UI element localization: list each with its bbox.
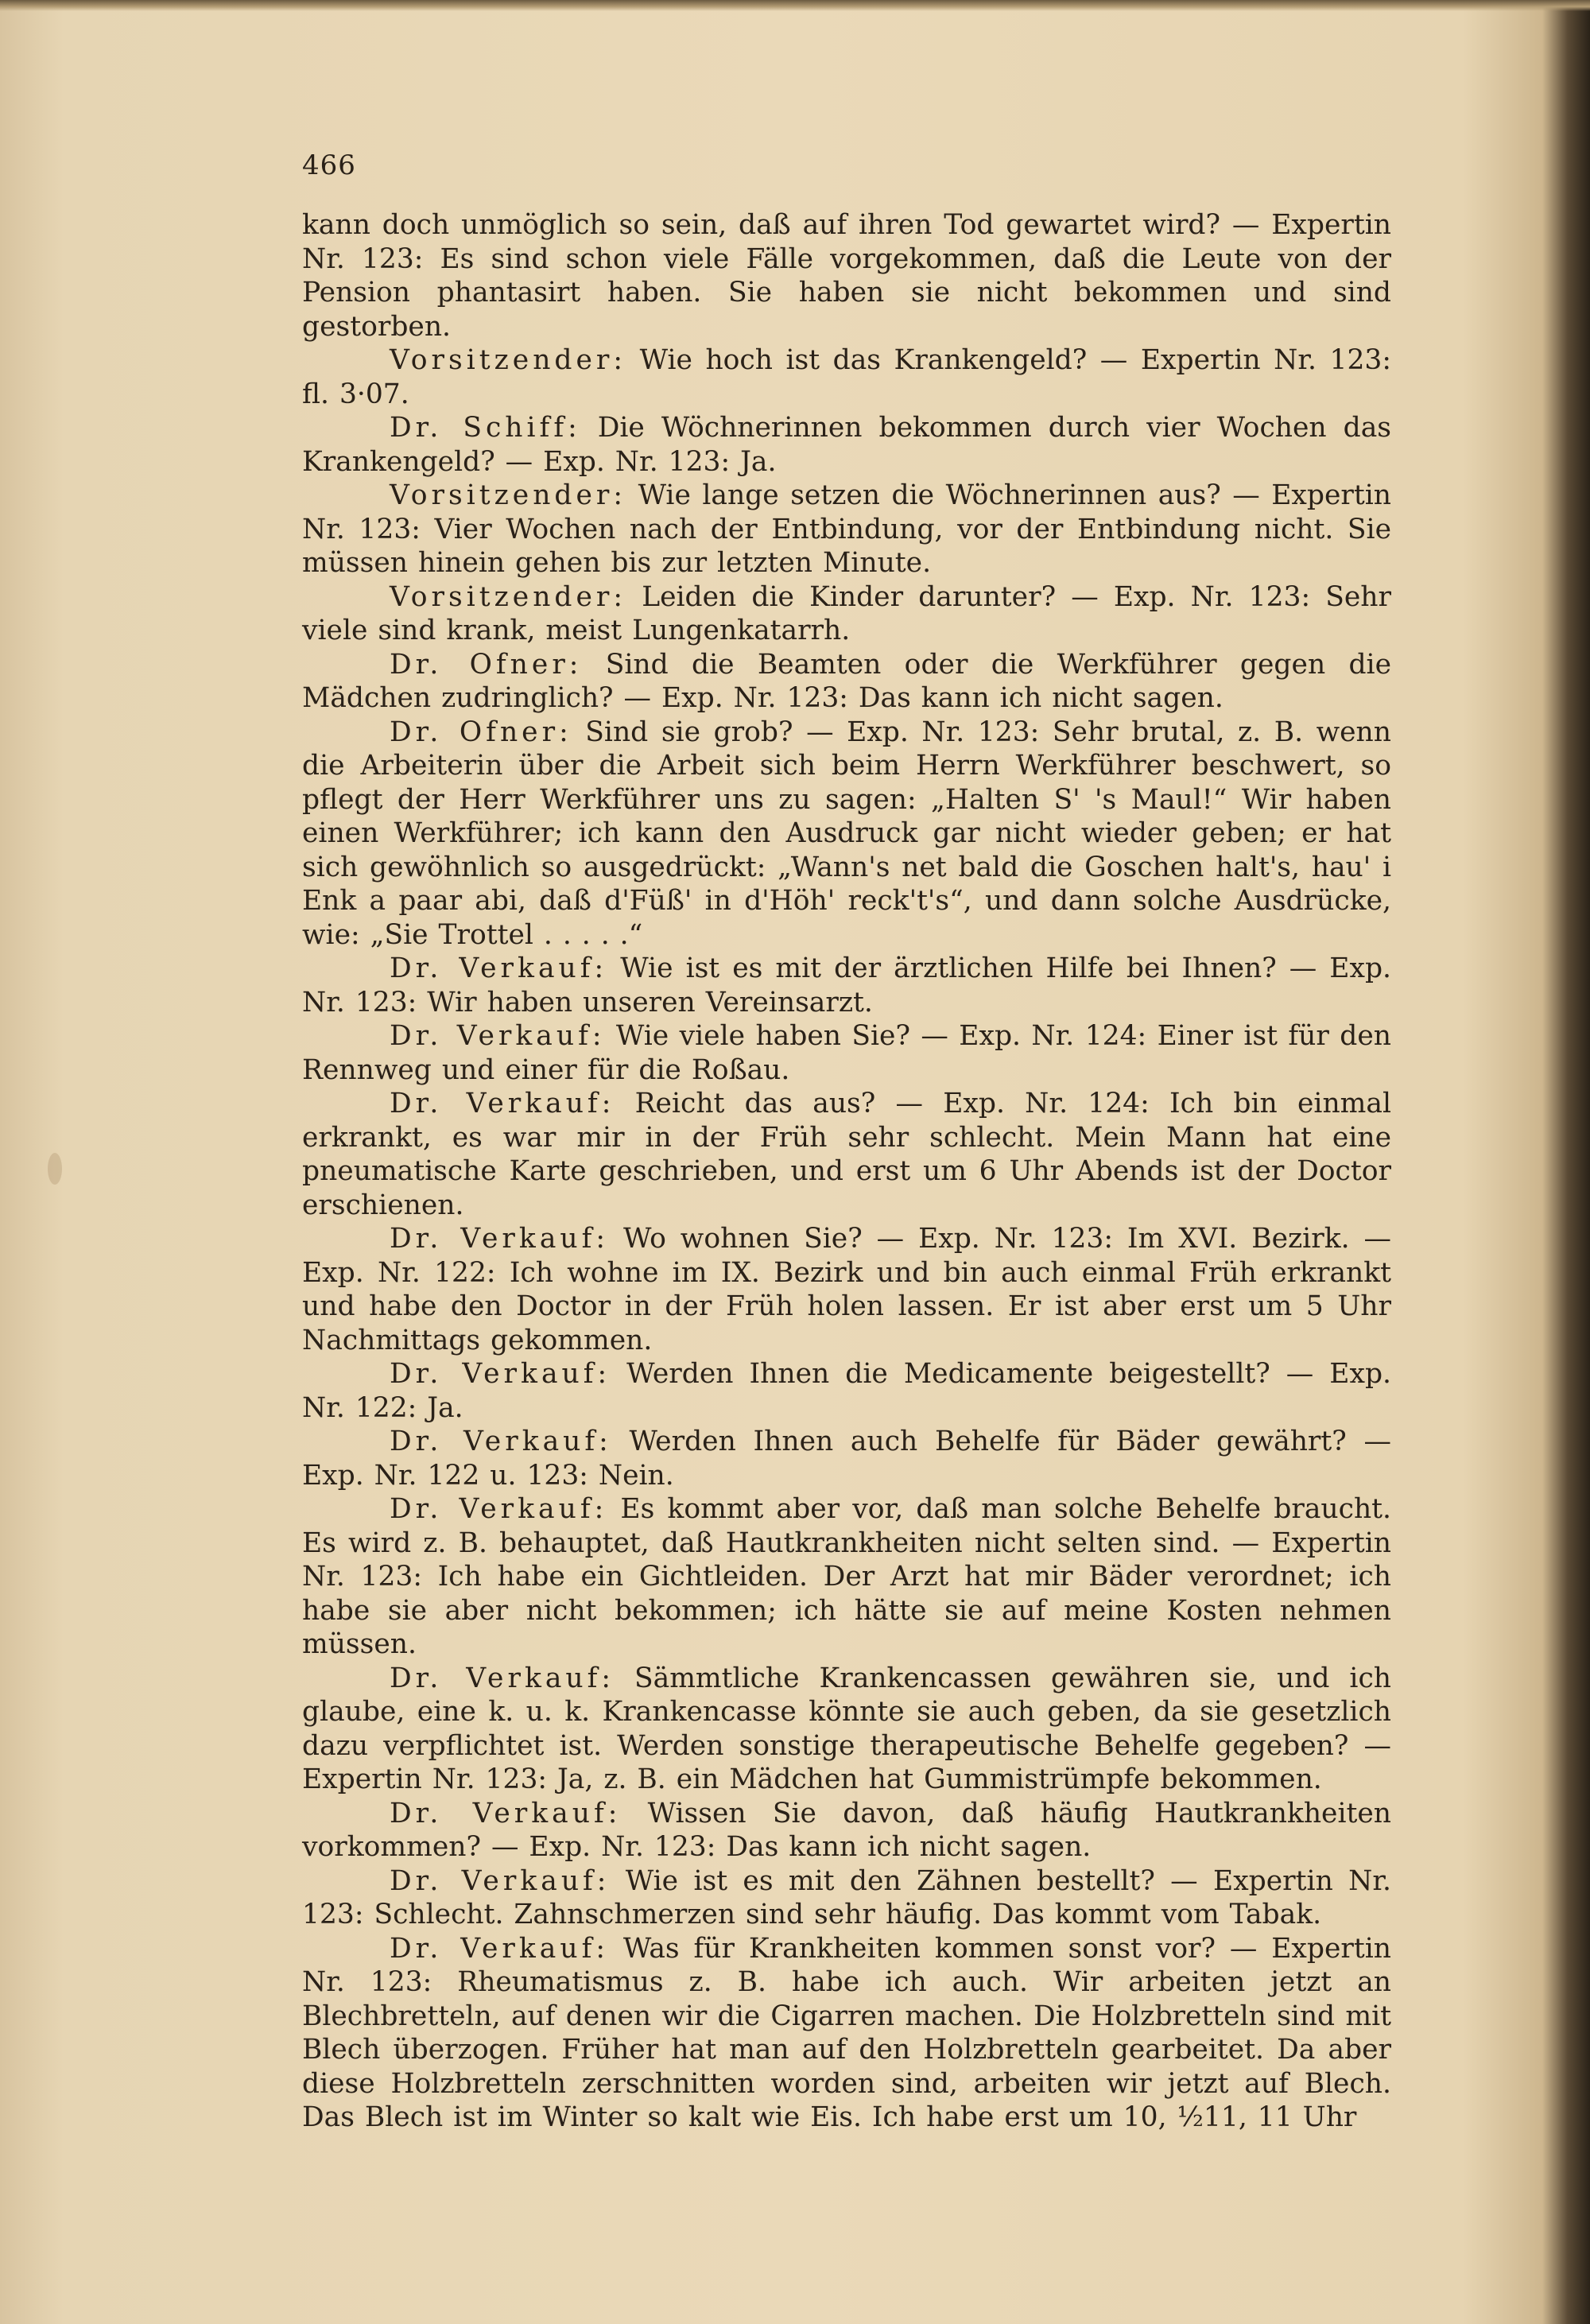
speaker-name: Dr. Ofner: [390,716,572,748]
paragraph [302,1425,1391,1492]
paragraph-text: Es kommt aber vor, daß man solche Behelfe braucht. Es wird z. B. behauptet, daß Hautkrankheiten nicht selten sind. — Expertin Nr. 123: Ich habe ein Gichtleiden. Der Arzt hat mir Bäder verordnet; ich habe sie aber nicht bekommen; ich hätte sie auf meine Kosten nehmen müssen. [302,1493,1391,1660]
paragraph-text: Leiden die Kinder darunter? — Exp. Nr. 123: Sehr viele sind krank, meist Lungenkatarrh. [302,580,1392,646]
paragraph [302,411,1391,479]
paragraph [302,1797,1391,1864]
speaker-name: Dr. Verkauf: [390,1088,615,1119]
speaker-name: Dr. Verkauf: [390,952,608,984]
paragraph [302,1087,1391,1222]
paragraph [302,1492,1391,1662]
paragraph-text: Wie ist es mit der ärztlichen Hilfe bei Ihnen? — Exp. Nr. 123: Wir haben unseren Vereinsarzt. [302,952,1392,1018]
paragraph-text: Wie lange setzen die Wöchnerinnen aus? — Expertin Nr. 123: Vier Wochen nach der Entbindung, vor der Entbindung nicht. Sie müssen hinein gehen bis zur letzten Minute. [302,479,1392,579]
paragraph-text: Wie hoch ist das Krankengeld? — Expertin Nr. 123: fl. 3·07. [302,344,1392,410]
speaker-name: Dr. Verkauf: [390,1797,622,1829]
paragraph-text: Wie viele haben Sie? — Exp. Nr. 124: Einer ist für den Rennweg und einer für die Roßau. [302,1020,1391,1086]
speaker-name: Dr. Verkauf: [390,1493,608,1525]
paragraph [302,1932,1391,2135]
speaker-name: Vorsitzender: [390,580,627,613]
page-number: 466 [302,149,356,181]
text-block [302,208,1391,2135]
paragraph [302,580,1391,648]
speaker-name: Dr. Schiff: [390,412,581,444]
paragraph [302,479,1391,580]
speaker-name: Dr. Verkauf: [390,1426,612,1457]
paragraph [302,1662,1391,1797]
speaker-name: Dr. Verkauf: [390,1932,609,1965]
paragraph-text: Sind die Beamten oder die Werkführer gegen die Mädchen zudringlich? — Exp. Nr. 123: Das kann ich nicht sagen. [302,648,1391,714]
paragraph [302,1357,1391,1425]
speaker-name: Dr. Ofner: [390,648,583,681]
paragraph [302,952,1391,1019]
paper-stain [48,1153,62,1185]
speaker-name: Dr. Verkauf: [390,1864,611,1897]
paragraph [302,716,1391,952]
paragraph [302,1864,1391,1932]
paragraph-text: Werden Ihnen die Medicamente beigestellt? — Exp. Nr. 122: Ja. [302,1358,1391,1424]
paragraph [302,208,1391,343]
paragraph-text: kann doch unmöglich so sein, daß auf ihren Tod gewartet wird? — Expertin Nr. 123: Es sind schon viele Fälle vorgekommen, daß die Leute von der Pension phantasirt haben. Sie haben sie nicht bekommen und sind gestorben. [302,209,1391,343]
speaker-name: Dr. Verkauf: [390,1020,606,1052]
paragraph-text: Was für Krankheiten kommen sonst vor? — Expertin Nr. 123: Rheumatismus z. B. habe ich auch. Wir arbeiten jetzt an Blechbretteln, auf denen wir die Cigarren machen. Die Holzbretteln sind mit Blech überzogen. Früher hat man auf den Holzbretteln gearbeitet. Da aber diese Holzbretteln zerschnitten worden sind, arbeiten wir jetzt auf Blech. Das Blech ist im Winter so kalt wie Eis. Ich habe erst um 10, ½11, 11 Uhr [302,1932,1391,2133]
paragraph [302,1019,1391,1087]
paragraph [302,1222,1391,1357]
speaker-name: Vorsitzender: [390,344,627,376]
speaker-name: Dr. Verkauf: [390,1223,610,1255]
paragraph-text: Wie ist es mit den Zähnen bestellt? — Expertin Nr. 123: Schlecht. Zahnschmerzen sind sehr häufig. Das kommt vom Tabak. [302,1864,1392,1930]
paragraph-text: Sind sie grob? — Exp. Nr. 123: Sehr brutal, z. B. wenn die Arbeiterin über die Arbeit sich beim Herrn Werkführer beschwert, so pflegt der Herr Werkführer uns zu sagen: „Halten S' 's Maul!“ Wir haben einen Werkführer; ich kann den Ausdruck gar nicht wieder geben; er hat sich gewöhnlich so ausgedrückt: „Wann's net bald die Goschen halt's, hau' i Enk a paar abi, daß d'Füß' in d'Höh' reck't's“, und dann solche Ausdrücke, wie: „Sie Trottel . . . . .“ [302,716,1391,951]
paragraph [302,343,1391,411]
paragraph-text: Die Wöchnerinnen bekommen durch vier Wochen das Krankengeld? — Exp. Nr. 123: Ja. [302,412,1391,478]
paragraph [302,648,1391,716]
paragraph-text: Sämmtliche Krankencassen gewähren sie, und ich glaube, eine k. u. k. Krankencasse könnte sie auch geben, da sie gesetzlich dazu verpflichtet ist. Werden sonstige therapeutische Behelfe gegeben? — Expertin Nr. 123: Ja, z. B. ein Mädchen hat Gummistrümpfe bekommen. [302,1662,1392,1795]
paragraph-text: Werden Ihnen auch Behelfe für Bäder gewährt? — Exp. Nr. 122 u. 123: Nein. [302,1426,1391,1492]
speaker-name: Vorsitzender: [390,479,627,511]
speaker-name: Dr. Verkauf: [390,1662,615,1694]
paragraph-text: Wissen Sie davon, daß häufig Hautkrankheiten vorkommen? — Exp. Nr. 123: Das kann ich nicht sagen. [302,1797,1391,1863]
speaker-name: Dr. Verkauf: [390,1358,611,1390]
paragraph-text: Reicht das aus? — Exp. Nr. 124: Ich bin einmal erkrankt, es war mir in der Früh sehr schlecht. Mein Mann hat eine pneumatische Karte geschrieben, und erst um 6 Uhr Abends ist der Doctor erschienen. [302,1088,1391,1221]
page-top-edge [0,0,1590,11]
paragraph-text: Wo wohnen Sie? — Exp. Nr. 123: Im XVI. Bezirk. — Exp. Nr. 122: Ich wohne im IX. Bezirk und bin auch einmal Früh erkrankt und habe den Doctor in der Früh holen lassen. Er ist aber erst um 5 Uhr Nachmittags gekommen. [302,1223,1392,1356]
